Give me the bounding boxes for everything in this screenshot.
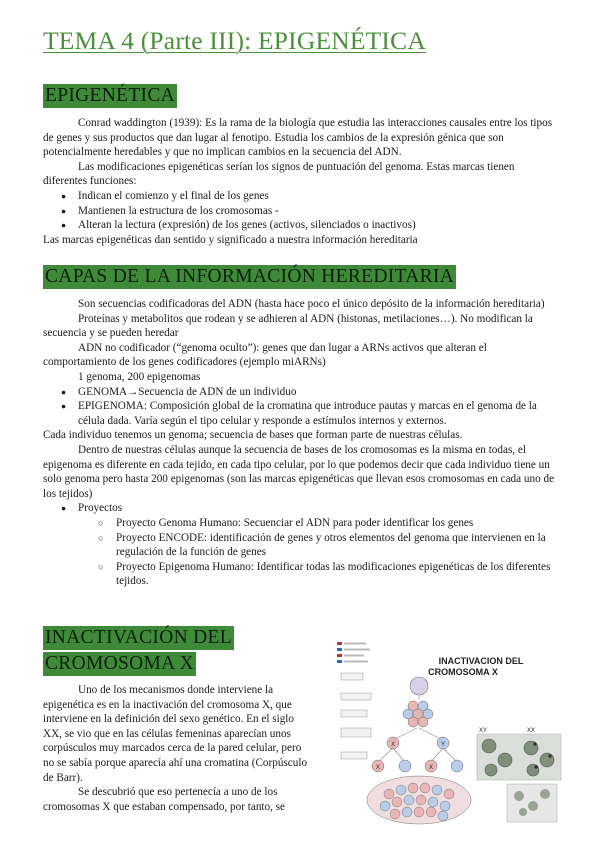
cell-label: Y [440, 742, 446, 748]
figure-title-line1: INACTIVACION DEL [438, 656, 524, 666]
cell-label: X [390, 742, 396, 748]
x-inactivation-figure [333, 640, 565, 830]
list-item: ● Mantienen la estructura de los cromosomas - [43, 204, 558, 219]
paragraph: Cada individuo tenemos un genoma; secuencia de bases que forman parte de nuestras células. [43, 429, 463, 442]
paragraph: Se descubrió que eso pertenecía a uno de los cromosomas X que estaban compensado, por tanto, se [43, 786, 286, 813]
paragraph: Uno de los mecanismos donde interviene la epigenética es en la inactivación del cromosoma X, que interviene en la definición del sexo genético. En el siglo XX, se vio que en las células femeninas aparecían unos corpúsculos muy marcados cerca de la pared celular, pero no se sabía porque aparecía ahí una cromatina (Corpúsculo de Barr). [43, 684, 308, 784]
section-heading-capas: CAPAS DE LA INFORMACIÓN HEREDITARIA [45, 266, 455, 287]
section-heading-inactivacion-line2: CROMOSOMA X [45, 653, 195, 674]
section-heading-inactivacion-line1: INACTIVACIÓN DEL [45, 627, 232, 648]
bullet-list [43, 385, 558, 429]
section-heading-epigenetica: EPIGENÉTICA [45, 85, 176, 106]
list-item: ○ Proyecto Genoma Humano: Secuenciar el ADN para poder identificar los genes [43, 516, 558, 531]
figure-illustration [333, 640, 565, 830]
paragraph: Proteínas y metabolitos que rodean y se adhieren al ADN (histonas, metilaciones…). No modifican la secuencia y se pueden heredar [43, 312, 533, 340]
paragraph: ADN no codificador (“genoma oculto”): genes que dan lugar a ARNs activos que alteran el comportamiento de los genes codificadores (ejemplo miARNs) [43, 341, 487, 369]
cell-label: X [375, 765, 381, 771]
bullet-list [43, 501, 558, 516]
label-xx: XX [527, 728, 536, 734]
list-item: ● Indican el comienzo y el final de los genes [43, 189, 558, 204]
list-item: ○ Proyecto ENCODE: identificación de genes y otros elementos del genoma que intervienen en la regulación de la función de genes [43, 531, 558, 560]
section-capas-body [43, 297, 558, 589]
list-item: ● GENOMA→Secuencia de ADN de un individuo [43, 385, 558, 400]
paragraph: Son secuencias codificadoras del ADN (hasta hace poco el único depósito de la información hereditaria) [78, 298, 545, 310]
mosaic-tissue [367, 776, 471, 824]
paragraph: Las modificaciones epigenéticas serían los signos de puntuación del genoma. Estas marcas tienen diferentes funciones: [43, 160, 515, 188]
cell-label: X [428, 765, 434, 771]
list-item: ● Proyectos [43, 501, 558, 516]
section-epigenetica-body [43, 116, 558, 247]
bullet-list [43, 189, 558, 233]
sub-bullet-list [43, 516, 558, 589]
embryo-cell [410, 677, 428, 695]
paragraph: 1 genoma, 200 epigenomas [78, 370, 201, 383]
page-title: TEMA 4 (Parte III): EPIGENÉTICA [43, 26, 426, 55]
list-item: ● Alteran la lectura (expresión) de los genes (activos, silenciados o inactivos) [43, 218, 558, 233]
list-item: ● EPIGENOMA: Composición global de la cromatina que introduce pautas y marcas en el genoma de la célula dada. Varía según el tipo celular y responde a estímulos internos y externos. [43, 399, 558, 428]
paragraph: Las marcas epigenéticas dan sentido y significado a nuestra información hereditaria [43, 233, 418, 246]
figure-title-line2: CROMOSOMA X [428, 667, 498, 677]
paragraph: Dentro de nuestras células aunque la secuencia de bases de los cromosomas es la misma en todas, el epigenoma es diferente en cada tejido, en cada tipo celular, por lo que podemos decir que cada individuo tiene un solo genoma pero hasta 200 epigenomas (son las marcas epigenéticas que llevan esos cromosomas en cada uno de los tejidos) [43, 443, 555, 500]
section-inactivacion-body [43, 683, 311, 814]
paragraph: Conrad waddington (1939): Es la rama de la biología que estudia las interacciones causales entre los tipos de genes y sus productos que dan lugar al fenotipo. Estudia los cambios de la expresión génica que son potencialmente heredables y que no implican cambios en la secuencia del ADN. [43, 117, 553, 159]
label-xy: XY [479, 728, 488, 734]
list-item: ○ Proyecto Epigenoma Humano: Identificar todas las modificaciones epigenéticas de los diferentes tejidos. [43, 560, 558, 589]
